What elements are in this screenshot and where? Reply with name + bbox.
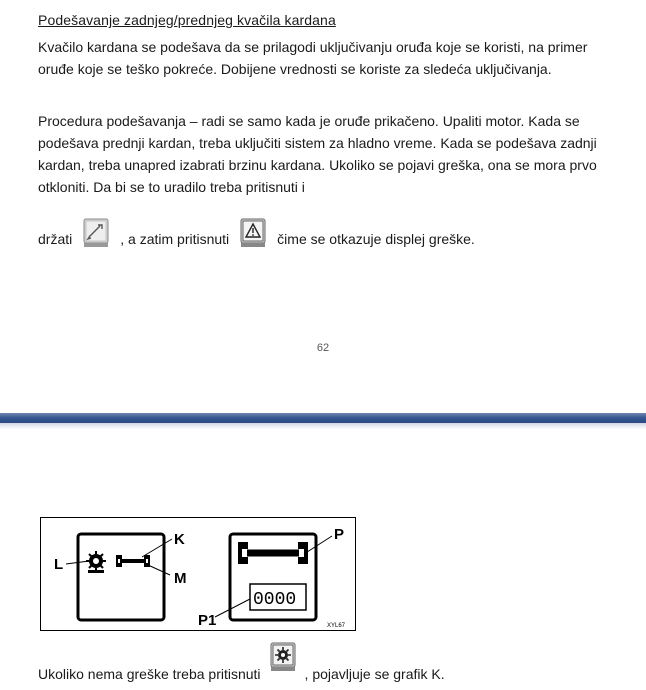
graph-k-text: , pojavljuje se grafik K. — [304, 666, 445, 682]
instruction-line — [38, 222, 475, 256]
label-m: M — [174, 570, 187, 587]
instruction-text-cancel: čime se otkazuje displej greške. — [277, 231, 475, 247]
intro-paragraph: Kvačilo kardana se podešava da se prilagodi uključivanju oruđa koje se koristi, na primer oruđe koje se teško pokreće. Dobijene vrednosti se koriste za sledeća uključivanja. — [38, 39, 588, 77]
gear-key-icon — [269, 642, 297, 672]
instruction-text-then-press: , a zatim pritisnuti — [120, 231, 230, 247]
label-p1: P1 — [198, 612, 217, 629]
instruction-text-hold: držati — [38, 231, 73, 247]
page-divider-shadow — [0, 423, 646, 429]
page-number: 62 — [316, 342, 330, 354]
procedure-paragraph: Procedura podešavanja – radi se samo kada je oruđe prikačeno. Upaliti motor. Kada se podešava prednji kardan, treba uključiti sistem za hladno vreme. Kada se podešava zadnji kardan, treba unapred izabrati brzinu kardana. Ukoliko se pojavi greška, ona se mora prvo otkloniti. Da bi se to uradilo treba pritisnuti i — [38, 113, 597, 195]
page-divider — [0, 413, 646, 423]
wrench-key-icon — [82, 218, 110, 248]
figure-code: XYL67 — [327, 623, 346, 629]
counter-display: 0000 — [253, 590, 297, 610]
no-error-text: Ukoliko nema greške treba pritisnuti — [38, 666, 261, 682]
label-k: K — [174, 531, 185, 548]
warning-key-icon — [239, 218, 267, 248]
no-error-line — [38, 642, 445, 682]
label-l: L — [54, 556, 64, 573]
section-heading: Podešavanje zadnjeg/prednjeg kvačila kardana — [38, 12, 336, 28]
display-figure — [40, 517, 356, 631]
label-p: P — [334, 526, 345, 543]
